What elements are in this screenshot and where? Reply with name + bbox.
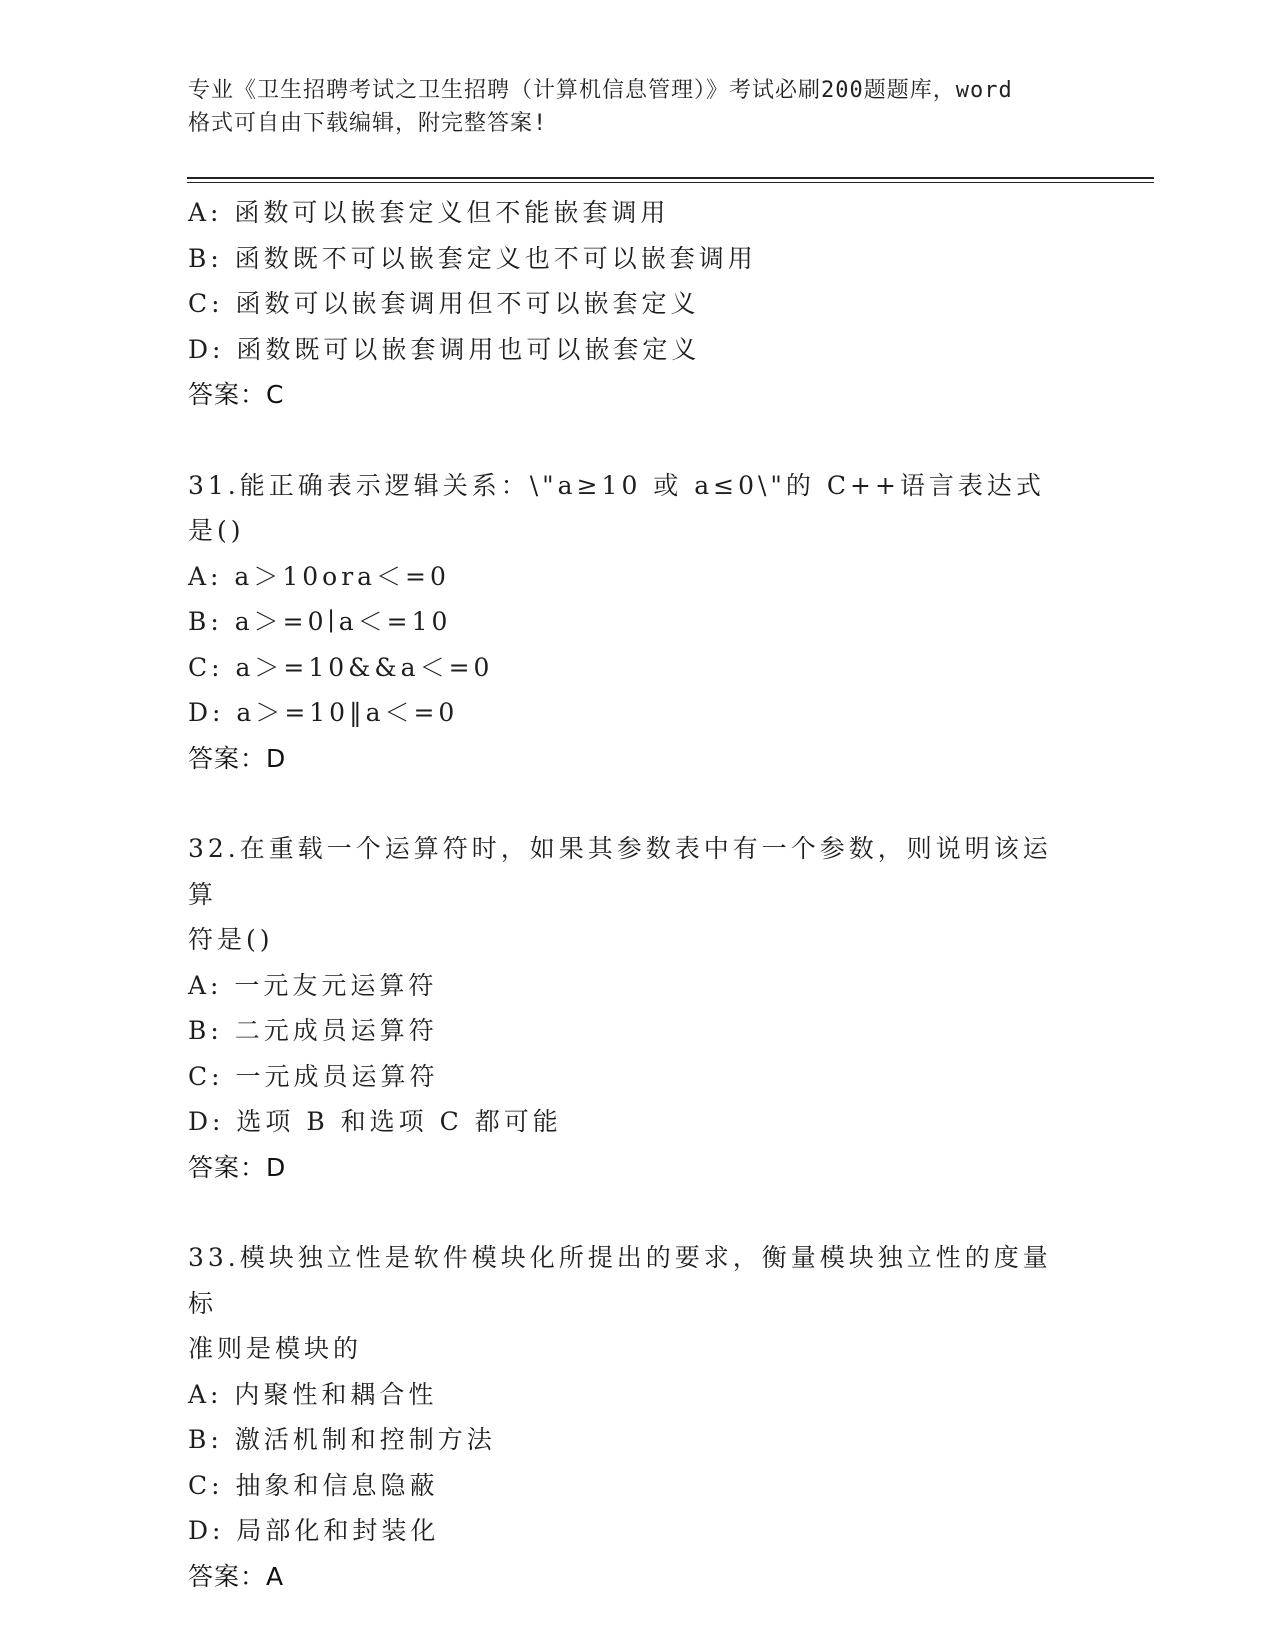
option-a: A: a＞10ora＜=0	[188, 561, 450, 591]
answer-label: 答案：A	[188, 1561, 285, 1591]
question-33	[188, 1235, 1088, 1599]
option-b: B: 激活机制和控制方法	[188, 1425, 496, 1454]
answer-label: 答案：D	[188, 1152, 287, 1182]
option-a: A: 一元友元运算符	[188, 970, 438, 1000]
spacer	[188, 1190, 1088, 1235]
question-list	[188, 190, 1088, 1599]
option-d: D: 函数既可以嵌套调用也可以嵌套定义	[188, 334, 701, 364]
question-30	[188, 190, 1088, 418]
option-c: C: 函数可以嵌套调用但不可以嵌套定义	[188, 289, 700, 318]
option-d: D: a＞=10‖a＜=0	[188, 698, 459, 727]
header-divider-thick	[187, 177, 1154, 179]
header-divider-thin	[187, 182, 1154, 183]
document-header: 专业《卫生招聘考试之卫生招聘（计算机信息管理）》考试必刷200题题库，word 格式可自由下载编辑，附完整答案!	[188, 78, 1013, 136]
option-b: B: 二元成员运算符	[188, 1016, 438, 1045]
option-a: A: 函数可以嵌套定义但不能嵌套调用	[188, 198, 670, 227]
option-c: C: 一元成员运算符	[188, 1061, 439, 1091]
option-a: A: 内聚性和耦合性	[188, 1379, 438, 1409]
option-b: B: a＞=0∣a＜=10	[188, 607, 452, 636]
spacer	[188, 781, 1088, 826]
option-c: C: 抽象和信息隐蔽	[188, 1470, 439, 1500]
option-d: D: 选项 B 和选项 C 都可能	[188, 1107, 562, 1136]
spacer	[188, 418, 1088, 463]
question-stem: 33.模块独立性是软件模块化所提出的要求，衡量模块独立性的度量标 准则是模块的	[188, 1243, 1052, 1363]
option-d: D: 局部化和封装化	[188, 1516, 440, 1545]
question-stem: 31.能正确表示逻辑关系：\"a≥10 或 a≤0\"的 C++语言表达式是()	[188, 470, 1045, 545]
option-c: C: a＞=10&&a＜=0	[188, 652, 494, 682]
question-31	[188, 463, 1088, 782]
question-32	[188, 826, 1088, 1190]
answer-label: 答案：D	[188, 743, 287, 773]
question-stem: 32.在重载一个运算符时，如果其参数表中有一个参数，则说明该运算 符是()	[188, 834, 1052, 954]
answer-label: 答案：C	[188, 380, 285, 409]
option-b: B: 函数既不可以嵌套定义也不可以嵌套调用	[188, 243, 757, 273]
